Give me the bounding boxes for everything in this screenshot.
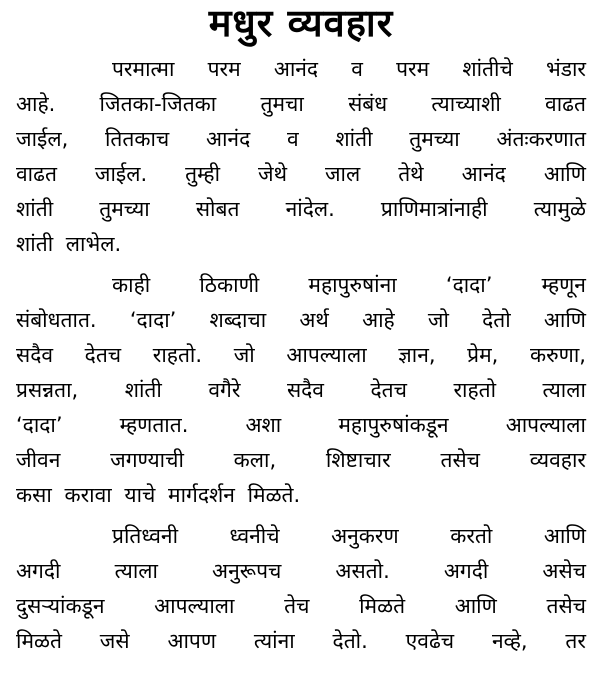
body-text (16, 52, 586, 659)
paragraph (16, 52, 586, 262)
text-line: शांती लाभेल. (16, 232, 122, 256)
text-line: ‘दादा’ म्हणतात. अशा महापुरुषांकडून आपल्याला (16, 413, 586, 437)
text-line: परमात्मा परम आनंद व परम शांतीचे भंडार (112, 57, 586, 81)
text-line: वाढत जाईल. तुम्ही जेथे जाल तेथे आनंद आणि (16, 162, 586, 186)
text-line: प्रसन्नता, शांती वगैरे सदैव देतच राहतो त्याला (16, 378, 586, 402)
text-line: सदैव देतच राहतो. जो आपल्याला ज्ञान, प्रेम, करुणा, (16, 343, 586, 367)
page-title: मधुर व्यवहार (208, 1, 394, 45)
text-line: अगदी त्याला अनुरूपच असतो. अगदी असेच (16, 559, 586, 583)
paragraph (16, 268, 586, 513)
text-line: मिळते जसे आपण त्यांना देतो. एवढेच नव्हे, तर (16, 629, 586, 653)
text-line: काही ठिकाणी महापुरुषांना ‘दादा’ म्हणून (112, 273, 586, 297)
text-line: जीवन जगण्याची कला, शिष्टाचार तसेच व्यवहार (16, 448, 586, 472)
text-line: प्रतिध्वनी ध्वनीचे अनुकरण करतो आणि (112, 524, 586, 548)
text-line: जाईल, तितकाच आनंद व शांती तुमच्या अंतःकरणात (16, 127, 586, 151)
text-line: शांती तुमच्या सोबत नांदेल. प्राणिमात्रांनाही त्यामुळे (16, 197, 586, 221)
text-line: दुसऱ्यांकडून आपल्याला तेच मिळते आणि तसेच (16, 594, 586, 618)
text-line: संबोधतात. ‘दादा’ शब्दाचा अर्थ आहे जो देतो आणि (16, 308, 586, 332)
text-line: कसा करावा याचे मार्गदर्शन मिळते. (16, 483, 301, 507)
text-line: आहे. जितका-जितका तुमचा संबंध त्याच्याशी वाढत (16, 92, 586, 116)
paragraph (16, 519, 586, 659)
